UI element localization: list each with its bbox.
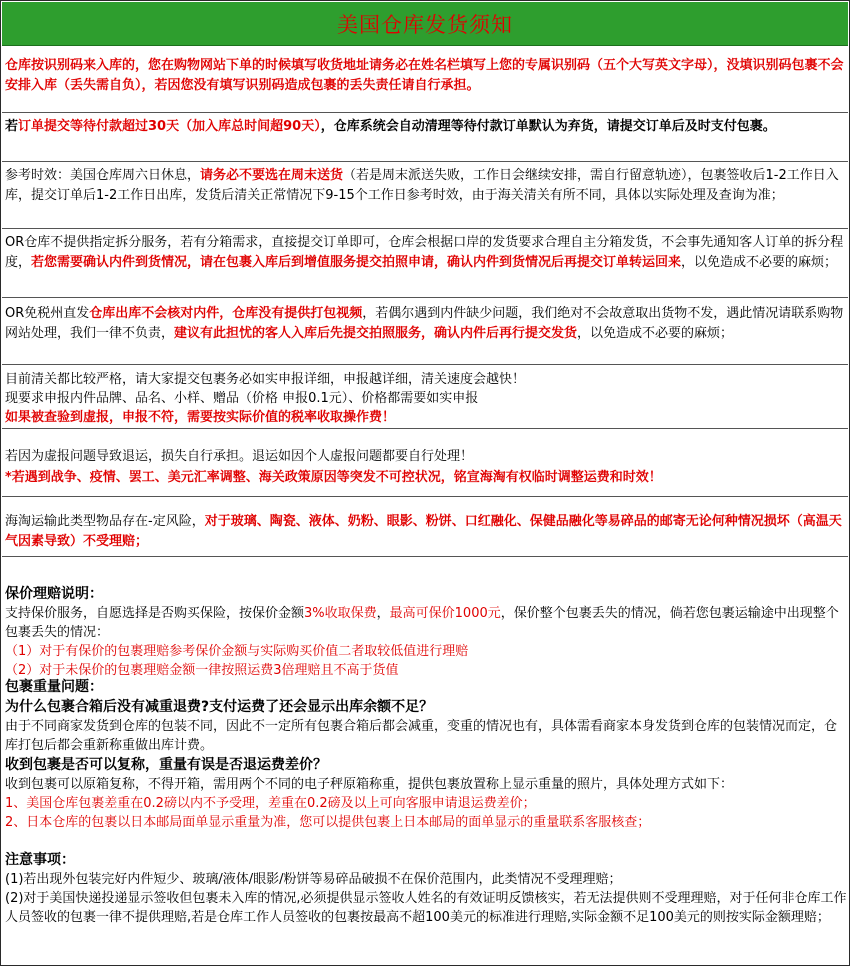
notice-payment-text-end: ，仓库系统会自动清理等待付款订单默认为弃货，请提交订单后及时支付包裹。	[320, 119, 776, 134]
insurance-item-2: （2）对于未保价的包裹理赔金额一律按照运费3倍理赔且不高于货值	[5, 663, 399, 678]
insurance-item-1: （1）对于有保价的包裹理赔参考保价金额与实际购买价值二者取较低值进行理赔	[5, 644, 469, 659]
return-line-2: *若遇到战争、疫情、罢工、美元汇率调整、海关政策原因等突发不可控状况，铭宣海淘有权临时调整运费和时效！	[5, 470, 662, 485]
weight-answer-2: 收到包裹可以原箱复称，不得开箱，需用两个不同的电子秤原箱称重，提供包裹放置称上显示重量的照片，具体处理方式如下：	[5, 777, 734, 792]
notice-delivery-text-end: （若是周末派送失败，工作日会继续安排，需自行留意轨迹），包裹签收后1-2工作日入库，提交订单后1-2工作日出库，发货后清关正常情况下9-15个工作日参考时效，由于海关清关有所不同，具体以实际处理及查询为准；	[5, 168, 839, 203]
insurance-text-end: ，保价整个包裹丢失的情况，倘若您包裹运输途中出现整个包裹丢失的情况：	[5, 606, 839, 640]
notice-taxfree-highlight: 仓库出库不会核对内件，仓库没有提供打包视频	[89, 306, 363, 321]
insurance-max: 最高可保价1000元	[389, 606, 501, 621]
notice-payment-timeout	[2, 113, 848, 162]
weight-rule-2: 2、日本仓库的包裹以日本邮局面单显示重量为准，您可以提供包裹上日本邮局的面单显示的重量联系客服核查；	[5, 815, 651, 830]
insurance-rate: 3%收取保费	[304, 606, 377, 621]
notice-split-text: OR仓库不提供指定拆分服务，若有分箱需求，直接提交订单即可，仓库会根据口岸的发货要求合理自主分箱发货，不会事先通知客人订单的拆分程度，	[5, 235, 844, 270]
notes-item-2: (2)对于美国快递投递显示签收但包裹未入库的情况,必须提供显示签收人姓名的有效证明反馈核实，若无法提供则不受理理赔，对于任何非仓库工作人员签收的包裹一律不提供理赔,若是仓库工作人员签收的包裹按最高不超100美元的标准进行理赔,实际金额不足100美元的则按实际金额理赔；	[5, 891, 847, 925]
notice-customs-declaration	[2, 366, 848, 429]
notice-delivery-time	[2, 162, 848, 229]
notice-taxfree-highlight-2: 建议有此担忧的客人入库后先提交拍照服务，确认内件后再行提交发货	[174, 326, 578, 341]
customs-line-2: 现要求申报内件品牌、品名、小样、赠品（价格 申报0.1元）、价格都需要如实申报	[5, 391, 479, 406]
weight-question-1: 为什么包裹合箱后没有减重退费?支付运费了还会显示出库余额不足？	[5, 699, 434, 715]
notice-tax-free-direct	[2, 300, 848, 365]
insurance-description	[5, 604, 848, 642]
insurance-section	[2, 584, 848, 680]
notes-section	[2, 850, 848, 927]
notice-split-text-end: ，以免造成不必要的麻烦；	[681, 255, 838, 270]
weight-heading: 包裹重量问题：	[5, 679, 103, 695]
notice-return-and-force-majeure	[2, 442, 848, 497]
fragile-text: 海淘运输此类型物品存在-定风险，	[5, 514, 205, 529]
notice-delivery-text: 参考时效：美国仓库周六日休息，	[5, 168, 201, 183]
notes-item-1: (1)若出现外包装完好内件短少、玻璃/液体/眼影/粉饼等易碎品破损不在保价范围内，此类情况不受理理赔；	[5, 872, 622, 887]
notice-taxfree-text: OR免税州直发	[5, 306, 90, 321]
insurance-heading: 保价理赔说明：	[5, 586, 103, 602]
insurance-text: 支持保价服务，自愿选择是否购买保险，按保价金额	[5, 606, 305, 621]
notice-split-highlight: 若您需要确认内件到货情况，请在包裹入库后到增值服务提交拍照申请，确认内件到货情况后再提交订单转运回来	[31, 255, 682, 270]
weight-rule-1: 1、美国仓库包裹差重在0.2磅以内不予受理，差重在0.2磅及以上可向客服申请退运费差价；	[5, 796, 536, 811]
insurance-comma: ，	[376, 606, 390, 621]
notes-heading: 注意事项：	[5, 852, 75, 868]
title-banner	[2, 2, 848, 46]
customs-line-3: 如果被查验到虚报，申报不符，需要按实际价值的税率收取操作费！	[5, 410, 396, 425]
notice-fragile-items	[2, 509, 848, 557]
fragile-highlight: 对于玻璃、陶瓷、液体、奶粉、眼影、粉饼、口红融化、保健品融化等易碎品的邮寄无论何种情况损坏（高温天气因素导致）不受理赔；	[5, 514, 842, 549]
notice-identification-text: 仓库按识别码来入库的，您在购物网站下单的时候填写收货地址请务必在姓名栏填写上您的专属识别码（五个大写英文字母），没填识别码包裹不会安排入库（丢失需自负），若因您没有填写识别码造成包裹的丢失责任请自行承担。	[5, 58, 844, 93]
notice-payment-highlight: 订单提交等待付款超过30天（加入库总时间超90天）	[18, 119, 321, 134]
weight-answer-1: 由于不同商家发货到仓库的包装不同，因此不一定所有包裹合箱后都会减重，变重的情况也有，具体需看商家本身发货到仓库的包装情况而定，仓库打包后都会重新称重做出库计费。	[5, 719, 838, 753]
notice-identification-code	[2, 46, 848, 113]
notice-delivery-highlight: 请务必不要选在周末送货	[200, 168, 344, 183]
weight-question-2: 收到包裹是否可以复称，重量有误是否退运费差价？	[5, 757, 327, 773]
notice-taxfree-text-mid: ，若偶尔遇到内件缺少问题，我们绝对不会故意取出货物不发，遇此情况请联系购物网站处理，我们一律不负责，	[5, 306, 844, 341]
notice-payment-text: 若	[5, 119, 19, 134]
weight-section	[2, 677, 848, 832]
notice-taxfree-text-end: ，以免造成不必要的麻烦；	[577, 326, 734, 341]
customs-line-1: 目前清关都比较严格，请大家提交包裹务必如实申报详细，申报越详细，清关速度会越快！	[5, 372, 526, 387]
return-line-1: 若因为虚报问题导致退运，损失自行承担。退运如因个人虚报问题都要自行处理！	[5, 449, 474, 464]
page-title: 美国仓库发货须知	[337, 12, 513, 37]
notice-split-service	[2, 229, 848, 298]
